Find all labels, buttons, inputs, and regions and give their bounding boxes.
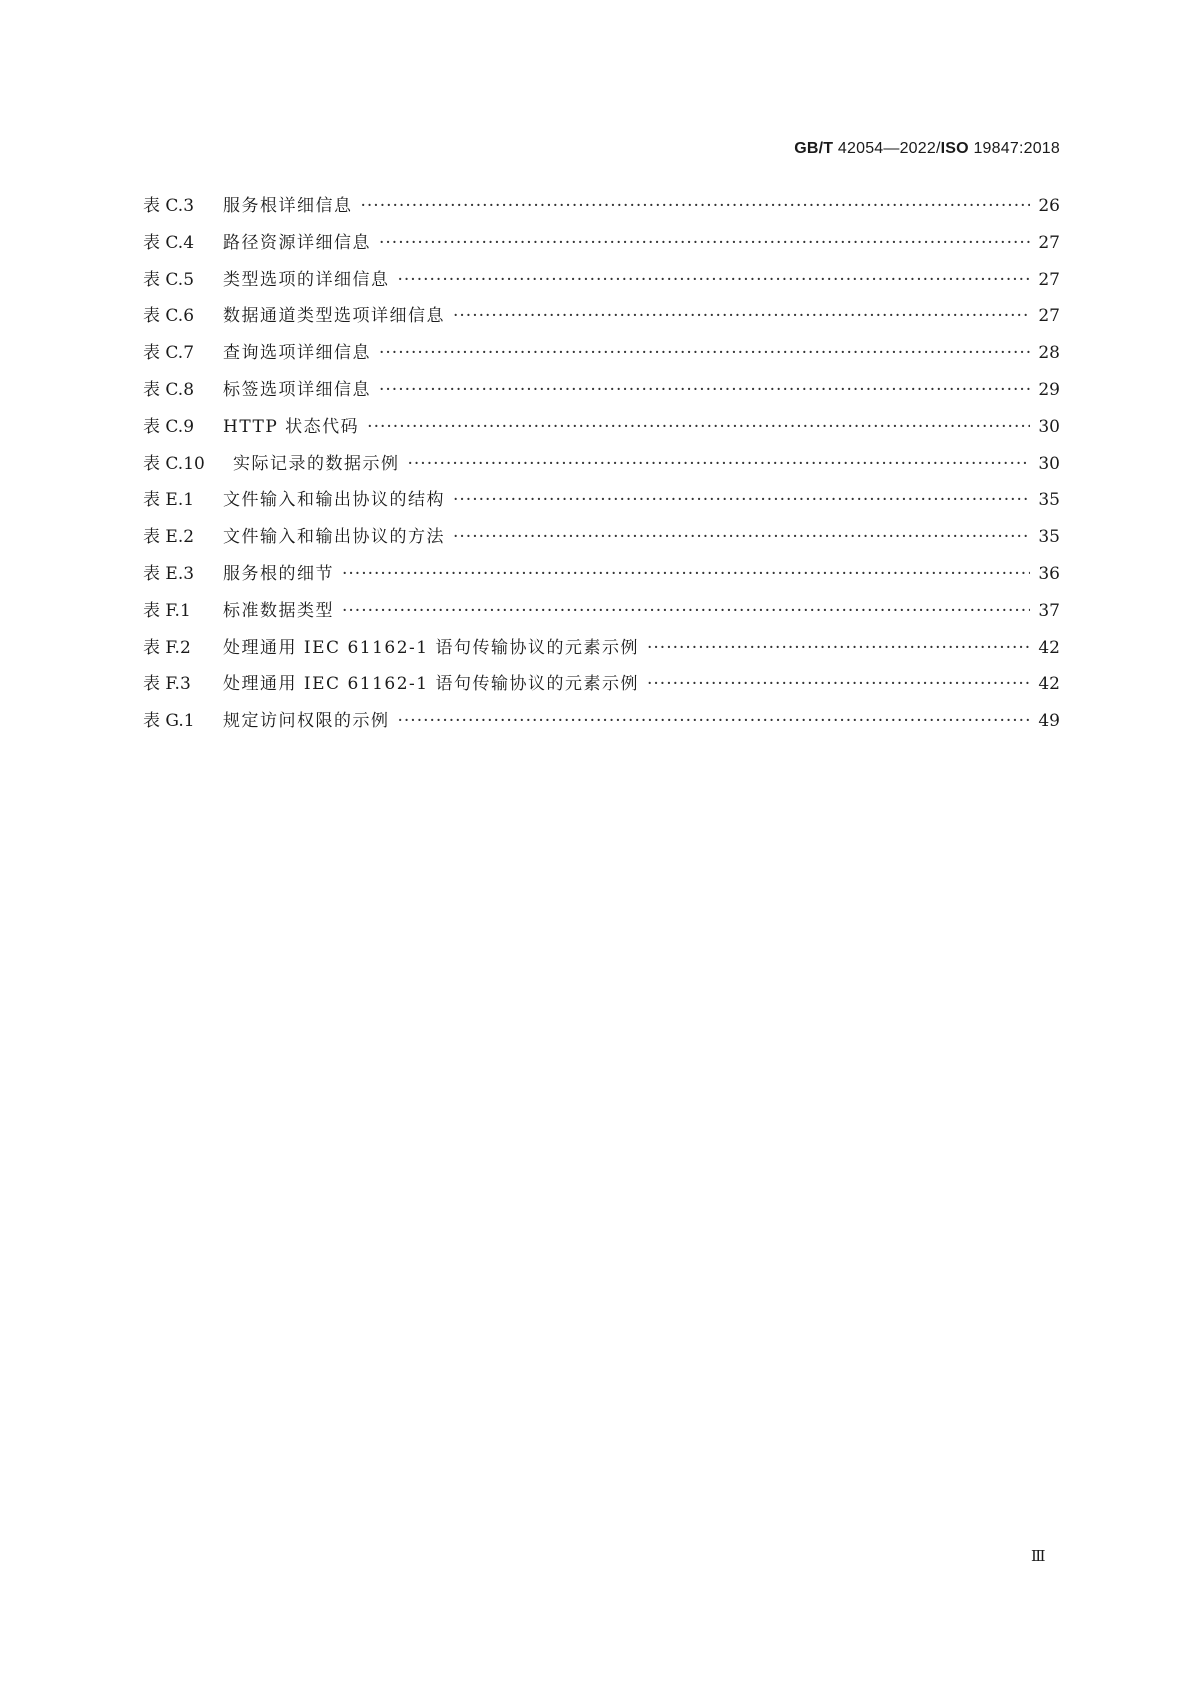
- toc-entry[interactable]: [143, 338, 1060, 375]
- toc-entry-page: 30: [1038, 453, 1060, 474]
- toc-entry[interactable]: [143, 522, 1060, 559]
- toc-entry-page: 27: [1038, 306, 1060, 327]
- toc-entry-title: 标签选项详细信息: [223, 379, 371, 400]
- toc-entry-label: 表 E.1: [143, 490, 195, 511]
- toc-leader-dots: [408, 454, 1031, 474]
- toc-entry-page: 35: [1038, 527, 1060, 548]
- toc-leader-dots: [647, 674, 1030, 694]
- toc-entry[interactable]: [143, 412, 1060, 449]
- toc-leader-dots: [379, 343, 1030, 363]
- toc-leader-dots: [453, 306, 1030, 326]
- toc-entry-label: 表 C.8: [143, 379, 195, 400]
- toc-entry-title: 文件输入和输出协议的方法: [223, 527, 445, 548]
- toc-leader-dots: [453, 490, 1030, 510]
- toc-entry-label: 表 C.6: [143, 306, 195, 327]
- toc-entry-label: 表 G.1: [143, 711, 195, 732]
- toc-entry-label: 表 C.7: [143, 343, 195, 364]
- toc-entry-title: 数据通道类型选项详细信息: [223, 306, 445, 327]
- toc-entry[interactable]: [143, 449, 1060, 486]
- toc-leader-dots: [453, 527, 1030, 547]
- toc-leader-dots: [379, 233, 1030, 253]
- toc-entry-title: 查询选项详细信息: [223, 343, 371, 364]
- toc-entry-label: 表 C.4: [143, 232, 195, 253]
- toc-leader-dots: [367, 417, 1030, 437]
- toc-entry-page: 42: [1038, 674, 1060, 695]
- toc-entry-label: 表 E.2: [143, 527, 195, 548]
- toc-entry-label: 表 C.5: [143, 269, 195, 290]
- document-header: [794, 140, 1060, 158]
- toc-entry[interactable]: [143, 633, 1060, 670]
- toc-entry[interactable]: [143, 301, 1060, 338]
- toc-entry-page: 35: [1038, 490, 1060, 511]
- toc-entry[interactable]: [143, 596, 1060, 633]
- toc-entry[interactable]: [143, 191, 1060, 228]
- toc-leader-dots: [342, 564, 1030, 584]
- toc-entry-page: 42: [1038, 637, 1060, 658]
- toc-leader-dots: [342, 601, 1030, 621]
- header-iso-number: 19847:2018: [968, 140, 1060, 157]
- toc-entry-page: 28: [1038, 343, 1060, 364]
- toc-entry-label: 表 F.3: [143, 674, 191, 695]
- toc-entry-page: 27: [1038, 232, 1060, 253]
- toc-entry-title: 服务根的细节: [223, 563, 334, 584]
- toc-entry-title: 规定访问权限的示例: [223, 711, 390, 732]
- toc-entry-label: 表 F.1: [143, 600, 191, 621]
- header-iso-prefix: ISO: [940, 140, 969, 157]
- toc-entry-title: 路径资源详细信息: [223, 232, 371, 253]
- toc-entry-page: 27: [1038, 269, 1060, 290]
- toc-entry-page: 49: [1038, 711, 1060, 732]
- toc-entry[interactable]: [143, 669, 1060, 706]
- toc-entry[interactable]: [143, 706, 1060, 743]
- toc-entry-page: 29: [1038, 379, 1060, 400]
- toc-entry-page: 36: [1038, 563, 1060, 584]
- toc-entry-title: HTTP 状态代码: [223, 416, 360, 437]
- toc-entry[interactable]: [143, 375, 1060, 412]
- toc-leader-dots: [398, 711, 1031, 731]
- toc-leader-dots: [361, 196, 1031, 216]
- toc-entry-page: 37: [1038, 600, 1060, 621]
- header-standard-prefix: GB/T: [794, 140, 834, 157]
- toc-leader-dots: [398, 270, 1031, 290]
- toc-entry-label: 表 C.9: [143, 416, 195, 437]
- toc-entry-page: 26: [1038, 196, 1060, 216]
- toc-entry-title: 标准数据类型: [223, 600, 334, 621]
- toc-entry[interactable]: [143, 559, 1060, 596]
- toc-leader-dots: [647, 638, 1030, 658]
- toc-entry-title: 服务根详细信息: [223, 196, 353, 216]
- toc-entry-label: 表 E.3: [143, 563, 195, 584]
- toc-entry[interactable]: [143, 228, 1060, 265]
- toc-entry-page: 30: [1038, 416, 1060, 437]
- toc-leader-dots: [379, 380, 1030, 400]
- toc-entry-title: 文件输入和输出协议的结构: [223, 490, 445, 511]
- toc-entry-title: 处理通用 IEC 61162-1 语句传输协议的元素示例: [223, 637, 639, 658]
- page-number: Ⅲ: [1031, 1547, 1046, 1565]
- toc-entry-label: 表 C.3: [143, 196, 195, 216]
- toc-entry-title: 处理通用 IEC 61162-1 语句传输协议的元素示例: [223, 674, 639, 695]
- toc-entry-title: 类型选项的详细信息: [223, 269, 390, 290]
- toc-entry-label: 表 C.10: [143, 453, 205, 474]
- header-standard-number: 42054—2022/: [833, 140, 941, 157]
- toc-entry-label: 表 F.2: [143, 637, 191, 658]
- toc-entry[interactable]: [143, 265, 1060, 302]
- table-of-contents: [143, 191, 1060, 743]
- toc-entry-title: 实际记录的数据示例: [233, 453, 400, 474]
- toc-entry[interactable]: [143, 485, 1060, 522]
